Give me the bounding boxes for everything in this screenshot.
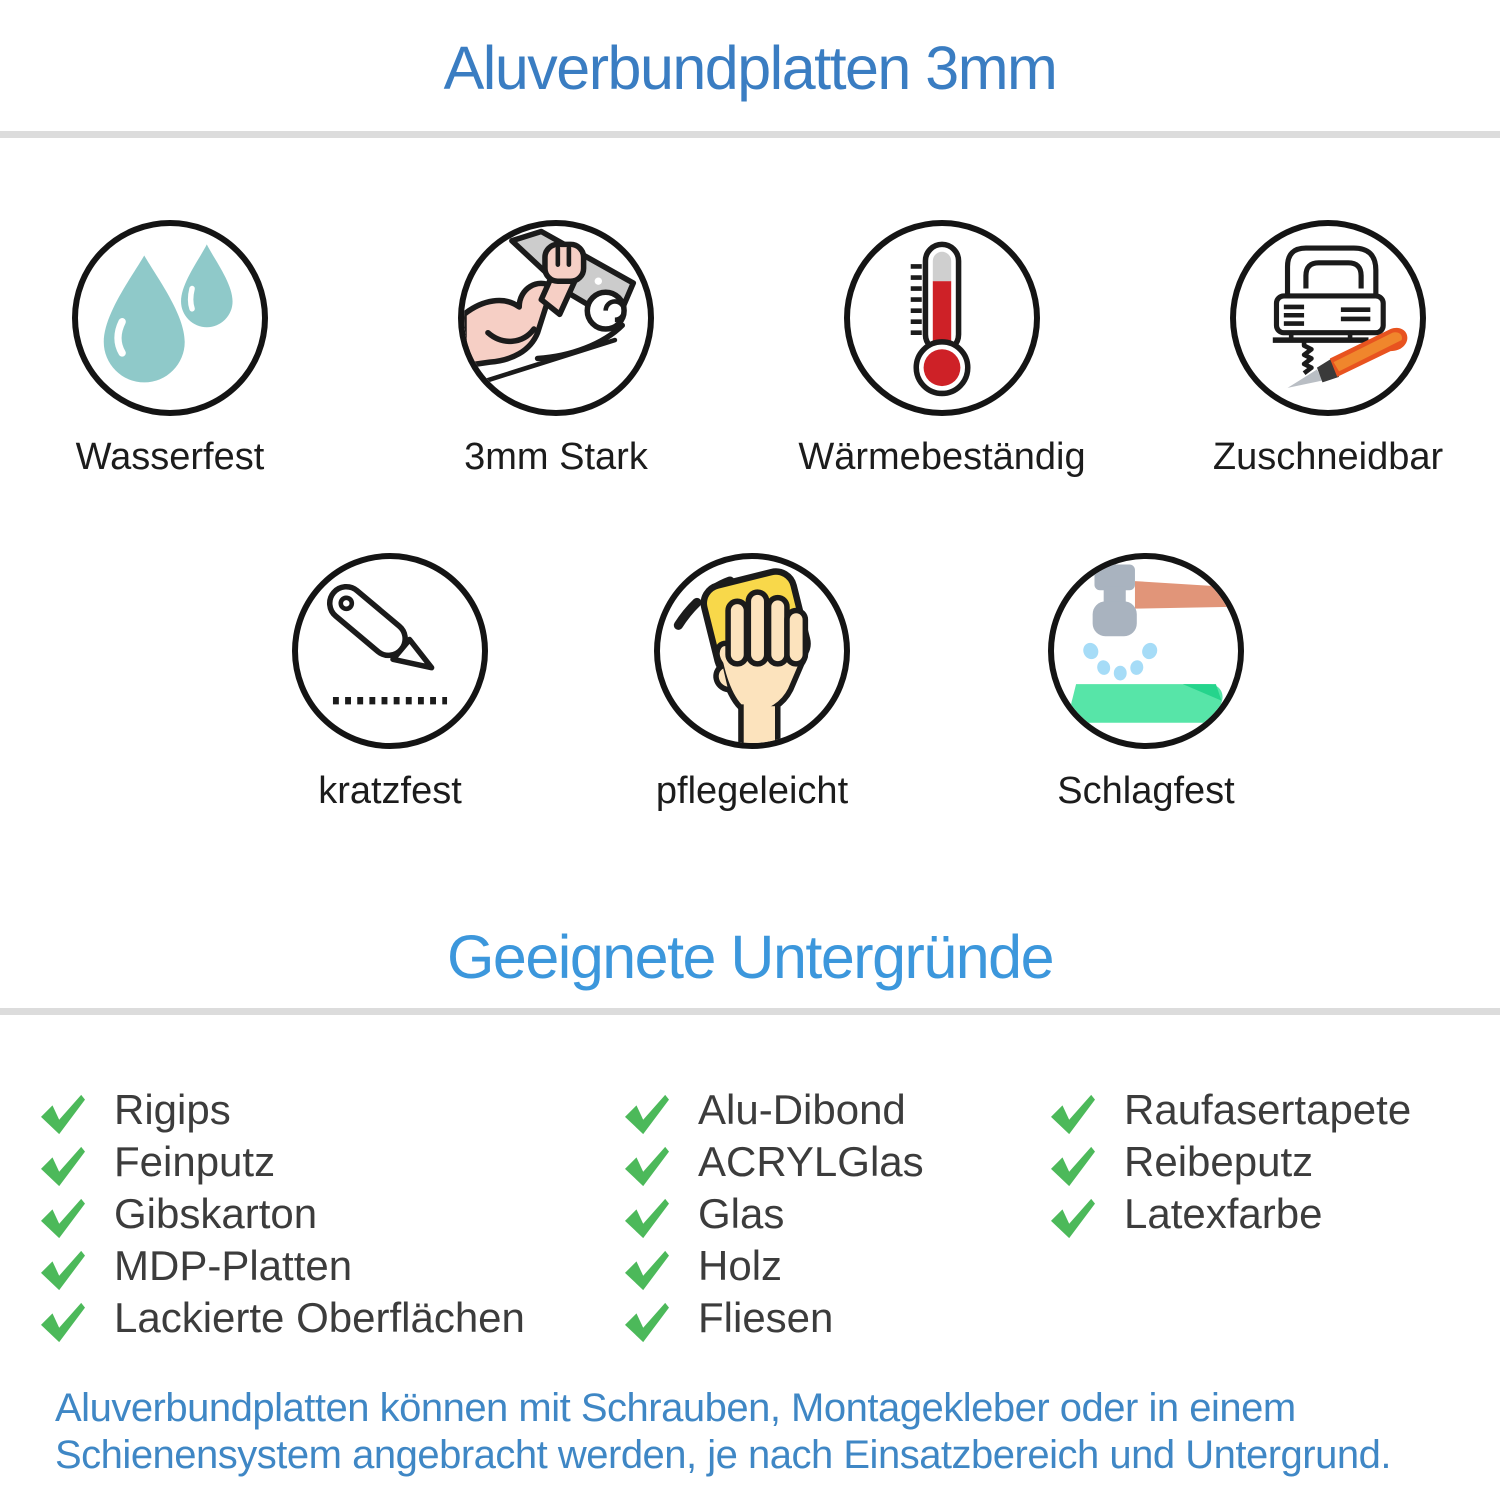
thermometer-icon: [850, 226, 1034, 410]
surface-item: [38, 1240, 525, 1292]
checkmark-icon: [1048, 1196, 1098, 1240]
checkmark-icon: [38, 1144, 88, 1188]
surface-item: [38, 1292, 525, 1344]
surface-label: Feinputz: [114, 1138, 276, 1185]
surface-label: Gibskarton: [114, 1190, 318, 1237]
footer-note: [55, 1385, 1391, 1479]
feature-label-pflegeleicht: pflegeleicht: [655, 770, 849, 812]
surface-item: [1048, 1188, 1411, 1240]
checkmark-icon: [38, 1196, 88, 1240]
surfaces-column-3: [1048, 1084, 1411, 1240]
surface-item: [38, 1136, 525, 1188]
surface-label: Alu-Dibond: [698, 1086, 906, 1133]
checkmark-icon: [1048, 1092, 1098, 1136]
section-title: Geeignete Untergründe: [446, 923, 1054, 991]
jigsaw-knife-icon: [1236, 226, 1420, 410]
checkmark-icon: [622, 1248, 672, 1292]
feature-circle-wasserfest: [72, 220, 268, 416]
surface-label: Glas: [698, 1190, 785, 1237]
surfaces-column-2: [622, 1084, 924, 1344]
surface-item: [1048, 1136, 1411, 1188]
checkmark-icon: [622, 1092, 672, 1136]
checkmark-icon: [38, 1300, 88, 1344]
checkmark-icon: [622, 1144, 672, 1188]
divider: [0, 1008, 1500, 1015]
surface-item: [38, 1084, 525, 1136]
surface-label: Latexfarbe: [1124, 1190, 1323, 1237]
checkmark-icon: [38, 1092, 88, 1136]
feature-label-3mm-stark: 3mm Stark: [464, 436, 648, 478]
surface-label: Fliesen: [698, 1294, 834, 1341]
feature-label-schlagfest: Schlagfest: [1057, 770, 1235, 812]
feature-circle-schlagfest: [1048, 553, 1244, 749]
surface-item: [622, 1188, 924, 1240]
water-drops-icon: [78, 226, 262, 410]
checkmark-icon: [622, 1196, 672, 1240]
surface-label: Rigips: [114, 1086, 231, 1133]
surface-item: [622, 1292, 924, 1344]
wiping-hand-icon: [660, 559, 844, 743]
surface-item: [38, 1188, 525, 1240]
feature-circle-pflegeleicht: [654, 553, 850, 749]
surface-label: Reibeputz: [1124, 1138, 1314, 1185]
checkmark-icon: [38, 1248, 88, 1292]
surface-item: [622, 1084, 924, 1136]
feature-label-kratzfest: kratzfest: [318, 770, 462, 812]
feature-circle-3mm-stark: [458, 220, 654, 416]
divider: [0, 131, 1500, 138]
surface-label: MDP-Platten: [114, 1242, 353, 1289]
surface-label: ACRYLGlas: [698, 1138, 924, 1185]
surface-label: Lackierte Oberflächen: [114, 1294, 525, 1341]
feature-label-waermebestaendig: Wärmebeständig: [798, 436, 1086, 478]
utility-knife-icon: [298, 559, 482, 743]
feature-circle-kratzfest: [292, 553, 488, 749]
surface-item: [622, 1240, 924, 1292]
surface-label: Holz: [698, 1242, 783, 1289]
page-title: Aluverbundplatten 3mm: [443, 34, 1057, 102]
surfaces-column-1: [38, 1084, 525, 1344]
surface-label: Raufasertapete: [1124, 1086, 1412, 1133]
feature-circle-zuschneidbar: [1230, 220, 1426, 416]
feature-circle-waermebestaendig: [844, 220, 1040, 416]
surface-item: [622, 1136, 924, 1188]
surface-item: [1048, 1084, 1411, 1136]
checkmark-icon: [1048, 1144, 1098, 1188]
feature-label-wasserfest: Wasserfest: [75, 436, 265, 478]
muscle-arm-icon: [464, 226, 648, 410]
footer-line-1: Aluverbundplatten können mit Schrauben, Montagekleber oder in einem: [55, 1386, 1296, 1430]
checkmark-icon: [622, 1300, 672, 1344]
footer-line-2: Schienensystem angebracht werden, je nach Einsatzbereich und Untergrund.: [55, 1433, 1391, 1477]
feature-label-zuschneidbar: Zuschneidbar: [1212, 436, 1444, 478]
hammer-impact-icon: [1054, 559, 1238, 743]
